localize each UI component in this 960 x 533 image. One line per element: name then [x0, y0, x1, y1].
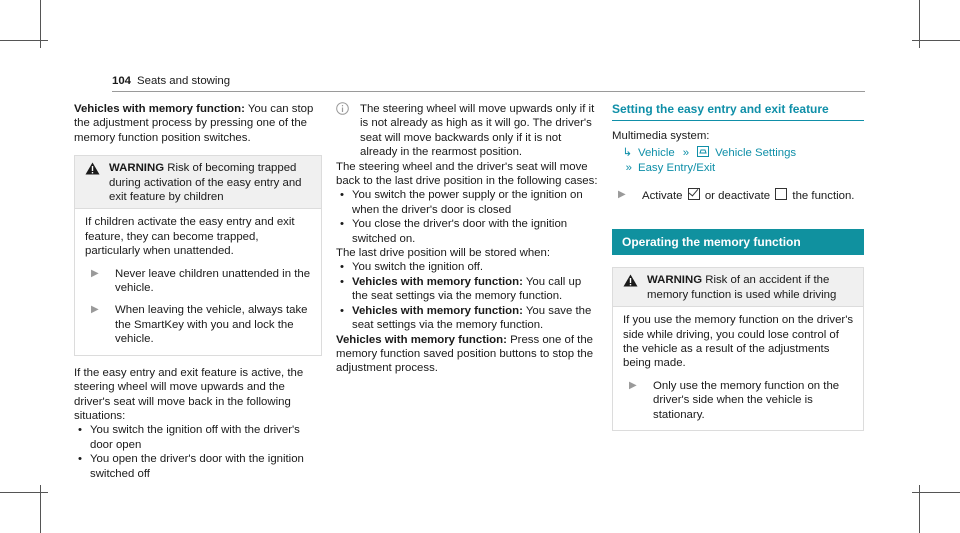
crop-mark: [912, 492, 960, 493]
section-name: Seats and stowing: [137, 75, 231, 87]
outro-paragraph: Vehicles with memory function: Press one of the memory function saved position buttons to stop the adjustment process.: [336, 333, 594, 375]
bullet-list: [336, 188, 598, 246]
car-settings-icon: [697, 146, 709, 161]
list-item: • Vehicles with memory function: You save the seat settings via the memory function.: [336, 304, 598, 333]
section-title: Setting the easy entry and exit feature: [612, 102, 864, 121]
paragraph: If the easy entry and exit feature is active, the steering wheel will move upwards and the driver's seat will move back in the following situations:: [74, 366, 304, 422]
intro-paragraph: Vehicles with memory function: You can stop the adjustment process by pressing one of the memory function position switches.: [74, 103, 314, 144]
crop-mark: [912, 40, 960, 41]
list-item: • You switch the ignition off.: [336, 260, 598, 274]
menu-path-step: ↳ Vehicle » Vehicle Settings: [612, 146, 864, 161]
instruction-item: ▶ Only use the memory function on the driver's side when the vehicle is stationary.: [623, 379, 855, 422]
list-item: • Vehicles with memory function: You call up the seat settings via the memory function.: [336, 275, 598, 304]
warning-header: [613, 268, 863, 307]
warning-triangle-icon: [85, 162, 103, 204]
menu-path: [612, 146, 864, 176]
warning-body: [613, 307, 863, 430]
instruction-item: ▶ Never leave children unattended in the vehicle.: [85, 267, 313, 296]
list-item: • You switch the ignition off with the driver's door open: [74, 423, 322, 452]
double-chevron-icon: »: [625, 162, 632, 175]
checkbox-unchecked-icon: [775, 188, 787, 200]
section-banner: Operating the memory function: [612, 229, 864, 255]
instruction-item: ▶ When leaving the vehicle, always take the SmartKey with you and lock the vehicle.: [85, 303, 313, 346]
warning-title: WARNING Risk of becoming trapped during activation of the easy entry and exit feature by children: [109, 162, 302, 204]
double-chevron-icon: »: [682, 146, 690, 159]
info-icon: [336, 102, 354, 160]
warning-box: [612, 267, 864, 431]
warning-triangle-icon: [623, 274, 641, 302]
column-1: [74, 102, 322, 481]
warning-title: WARNING Risk of an accident if the memory function is used while driving: [647, 274, 837, 301]
arrow-right-icon: ▶: [91, 267, 99, 279]
arrow-right-icon: ▶: [629, 379, 637, 391]
header-divider: [112, 91, 865, 92]
page-number: 104: [112, 75, 132, 87]
page-header: [112, 74, 865, 88]
checkbox-checked-icon: [688, 188, 700, 200]
menu-path-step: » Easy Entry/Exit: [612, 161, 864, 175]
arrow-down-right-icon: ↳: [622, 146, 632, 159]
note: [336, 102, 598, 160]
warning-text: If you use the memory function on the driver's side while driving, you could lose control of the vehicle as a result of the adjustments being made.: [623, 314, 854, 370]
warning-text: If children activate the easy entry and exit feature, they can become trapped, particularly when unattended.: [85, 216, 295, 258]
warning-box: [74, 155, 322, 355]
arrow-right-icon: ▶: [91, 304, 99, 316]
list-item: • You close the driver's door with the ignition switched on.: [336, 217, 598, 246]
paragraph: The last drive position will be stored when:: [336, 247, 550, 260]
warning-body: [75, 209, 321, 354]
note-text: The steering wheel will move upwards only if it is not already as high as it will go. The driver's seat will move backwards only if it is not already in the rearmost position.: [360, 103, 595, 159]
crop-mark: [0, 40, 48, 41]
system-label: Multimedia system:: [612, 130, 710, 143]
column-3: [612, 102, 864, 441]
warning-header: [75, 156, 321, 209]
crop-mark: [0, 492, 48, 493]
paragraph: The steering wheel and the driver's seat will move back to the last drive position in the following cases:: [336, 160, 598, 188]
bullet-list: [336, 260, 598, 332]
list-item: • You open the driver's door with the ignition switched off: [74, 452, 322, 481]
bullet-list: [74, 423, 322, 481]
column-2: [336, 102, 598, 376]
list-item: • You switch the power supply or the ignition on when the driver's door is closed: [336, 188, 598, 217]
arrow-right-icon: ▶: [618, 188, 626, 200]
instruction-item: ▶ Activate or deactivate the function.: [612, 188, 864, 203]
